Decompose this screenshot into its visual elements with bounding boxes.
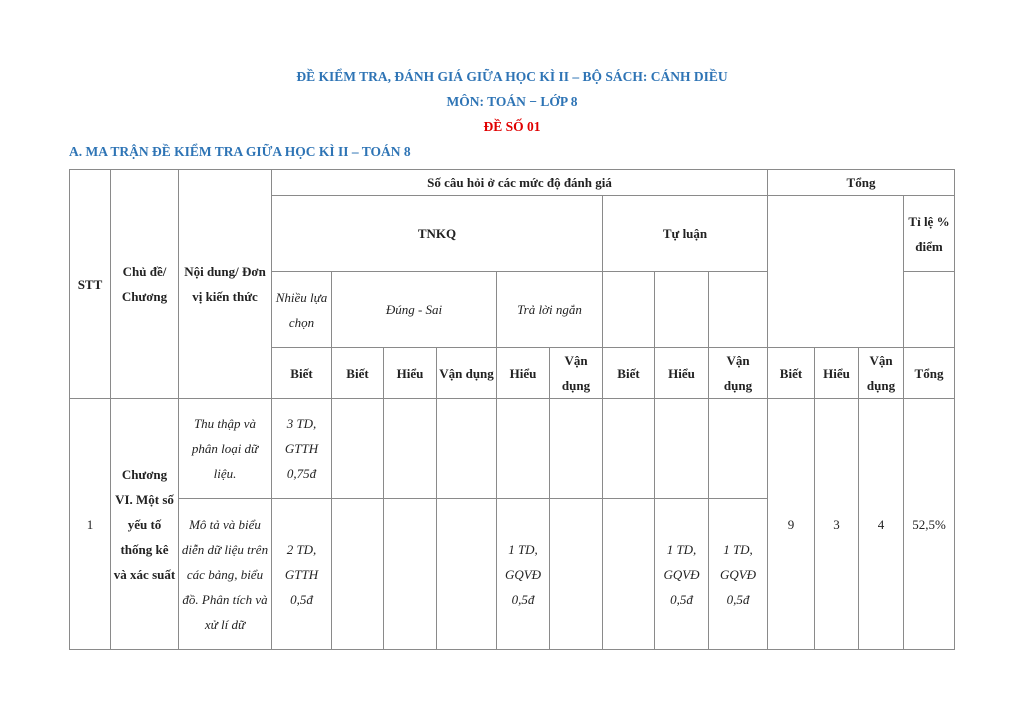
- empty-cell: [437, 499, 497, 650]
- empty-cell: [550, 399, 603, 499]
- tong-hieu: 3: [815, 399, 859, 650]
- empty-cell: [655, 399, 709, 499]
- header-tra-loi-ngan: Trả lời ngắn: [497, 272, 603, 348]
- empty-cell: [550, 499, 603, 650]
- document-title: ĐỀ KIỂM TRA, ĐÁNH GIÁ GIỮA HỌC KÌ II – BỘ SÁCH: CÁNH DIỀU: [296, 69, 728, 84]
- header-dung-sai: Đúng - Sai: [332, 272, 497, 348]
- level-header: Hiểu: [497, 348, 550, 399]
- empty-cell: [384, 499, 437, 650]
- row-topic-2-tl-hieu: 1 TD, GQVĐ 0,5đ: [655, 499, 709, 650]
- header-so-cau: Số câu hỏi ở các mức độ đánh giá: [272, 170, 768, 196]
- level-header: Vận dụng: [709, 348, 768, 399]
- tong-van-dung: 4: [859, 399, 904, 650]
- header-tong-blank: [768, 196, 904, 348]
- level-header: Vận dụng: [437, 348, 497, 399]
- header-chu-de: Chủ đề/ Chương: [111, 170, 179, 399]
- level-header: Hiểu: [815, 348, 859, 399]
- empty-cell: [497, 399, 550, 499]
- level-header: Vận dụng: [859, 348, 904, 399]
- empty-cell: [603, 272, 655, 348]
- empty-cell: [332, 499, 384, 650]
- row-topic-1-mc: 3 TD, GTTH 0,75đ: [272, 399, 332, 499]
- level-header: Hiểu: [655, 348, 709, 399]
- level-header: Biết: [272, 348, 332, 399]
- level-header: Biết: [332, 348, 384, 399]
- ti-le-diem: 52,5%: [904, 399, 955, 650]
- row-topic-2-mc: 2 TD, GTTH 0,5đ: [272, 499, 332, 650]
- row-stt: 1: [70, 399, 111, 650]
- header-nhieu-lua-chon: Nhiều lựa chọn: [272, 272, 332, 348]
- level-header: Vận dụng: [550, 348, 603, 399]
- empty-cell: [603, 399, 655, 499]
- header-stt: STT: [70, 170, 111, 399]
- row-topic-2-tra-loi-ngan: 1 TD, GQVĐ 0,5đ: [497, 499, 550, 650]
- header-noi-dung: Nội dung/ Đơn vị kiến thức: [179, 170, 272, 399]
- level-header: Biết: [603, 348, 655, 399]
- header-tong: Tổng: [768, 170, 955, 196]
- empty-cell: [655, 272, 709, 348]
- level-header: Biết: [768, 348, 815, 399]
- row-topic-2: Mô tả và biểu diễn dữ liệu trên các bảng, biểu đồ. Phân tích và xử lí dữ: [179, 499, 272, 650]
- row-topic-1: Thu thập và phân loại dữ liệu.: [179, 399, 272, 499]
- header-ti-le: Tỉ lệ % điểm: [904, 196, 955, 272]
- subject-line: MÔN: TOÁN − LỚP 8: [446, 94, 578, 109]
- level-header: Tổng: [904, 348, 955, 399]
- empty-cell: [904, 272, 955, 348]
- header-tu-luan: Tự luận: [603, 196, 768, 272]
- tong-biet: 9: [768, 399, 815, 650]
- section-heading: A. MA TRẬN ĐỀ KIỂM TRA GIỮA HỌC KÌ II – TOÁN 8: [69, 144, 411, 159]
- empty-cell: [384, 399, 437, 499]
- row-topic-2-tl-van-dung: 1 TD, GQVĐ 0,5đ: [709, 499, 768, 650]
- exam-number: ĐỀ SỐ 01: [483, 119, 541, 134]
- row-chuong: Chương VI. Một số yếu tố thống kê và xác suất: [111, 399, 179, 650]
- empty-cell: [332, 399, 384, 499]
- empty-cell: [709, 399, 768, 499]
- empty-cell: [603, 499, 655, 650]
- header-tnkq: TNKQ: [272, 196, 603, 272]
- matrix-table: [69, 169, 955, 650]
- empty-cell: [709, 272, 768, 348]
- empty-cell: [437, 399, 497, 499]
- level-header: Hiểu: [384, 348, 437, 399]
